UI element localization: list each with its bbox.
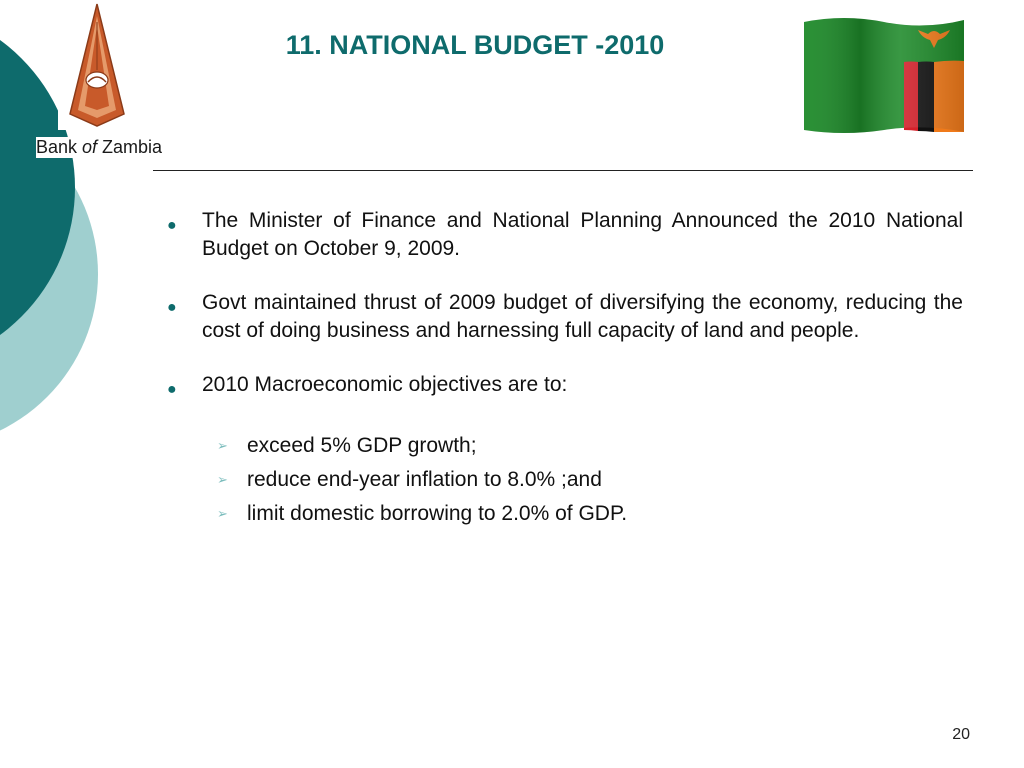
slide-title: 11. NATIONAL BUDGET -2010 [285, 30, 665, 60]
sub-bullet-item [163, 463, 963, 497]
brand-of: of [82, 137, 98, 157]
bullet-item [163, 289, 963, 345]
bullet-item [163, 207, 963, 263]
sub-bullet-text: exceed 5% GDP growth; [247, 434, 477, 457]
page-number: 20 [952, 726, 970, 743]
bullet-text: 2010 Macroeconomic objectives are to: [202, 373, 568, 396]
arrowhead-bullet-icon: ➢ [217, 506, 228, 521]
brand-bank: Bank [36, 137, 83, 157]
brand-name: Zambia [97, 137, 163, 157]
round-bullet-icon: ● [167, 381, 177, 398]
sub-bullet-text: limit domestic borrowing to 2.0% of GDP. [247, 502, 628, 525]
header-divider [153, 170, 973, 171]
bullet-text: The Minister of Finance and National Planning Announced the 2010 National Budget on October 9, 2009. [202, 209, 963, 260]
zambia-flag-icon [800, 14, 968, 134]
round-bullet-icon: ● [167, 299, 177, 316]
sub-bullet-item [163, 497, 963, 531]
round-bullet-icon: ● [167, 217, 177, 234]
arrowhead-bullet-icon: ➢ [217, 438, 228, 453]
sub-bullet-text: reduce end-year inflation to 8.0% ;and [247, 468, 602, 491]
bullet-text: Govt maintained thrust of 2009 budget of diversifying the economy, reducing the cost of doing business and harnessing full capacity of land and people. [202, 291, 963, 342]
arrowhead-bullet-icon: ➢ [217, 472, 228, 487]
brand-text [36, 137, 166, 158]
slide-content [163, 207, 963, 531]
sub-bullet-item [163, 429, 963, 463]
bank-of-zambia-logo-icon [66, 2, 128, 128]
bullet-item [163, 371, 963, 399]
